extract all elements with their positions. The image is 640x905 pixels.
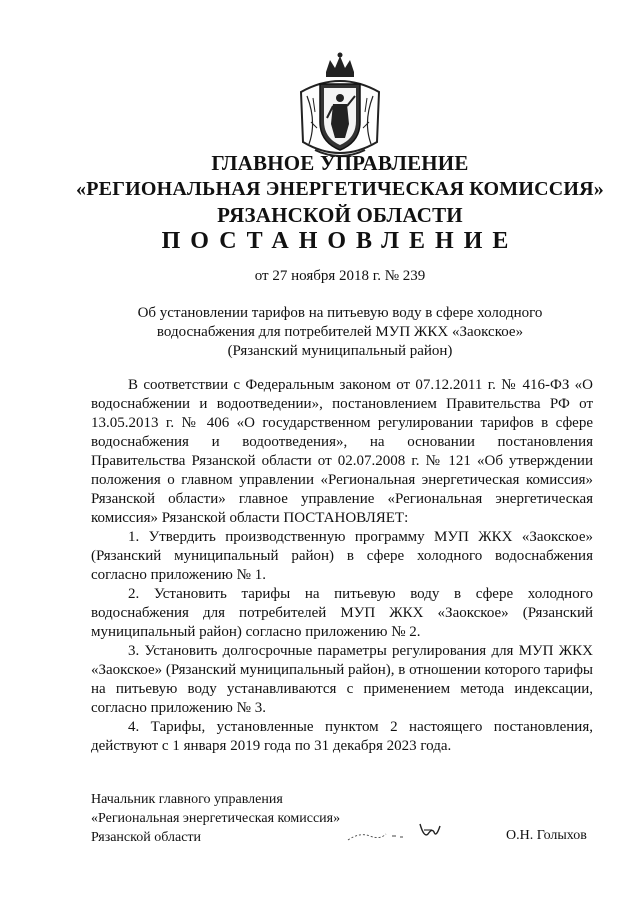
resolution-item-2: 2. Установить тарифы на питьевую воду в сфере холодного водоснабжения для потребителей МУП ЖКХ «Заокское» (Рязанский муниципальный район) согласно приложению № 2.	[91, 586, 593, 640]
agency-title-line-2: «РЕГИОНАЛЬНАЯ ЭНЕРГЕТИЧЕСКАЯ КОМИССИЯ»	[76, 178, 604, 200]
decree-subject	[100, 304, 580, 361]
signatory-name: О.Н. Голыхов	[506, 828, 587, 843]
preamble	[91, 376, 593, 528]
resolution-item-1: 1. Утвердить производственную программу МУП ЖКХ «Заокское» (Рязанский муниципальный район) в сфере холодного водоснабжения согласно приложению № 1.	[91, 529, 593, 583]
signatory-position	[91, 790, 340, 847]
subject-line-3: (Рязанский муниципальный район)	[227, 343, 453, 359]
signatory-line-2: «Региональная энергетическая комиссия»	[91, 811, 341, 826]
agency-title-line-1: ГЛАВНОЕ УПРАВЛЕНИЕ	[211, 151, 469, 175]
signatory-line-1: Начальник главного управления	[91, 792, 283, 807]
handwritten-signature-icon	[340, 812, 450, 852]
decree-date-number: от 27 ноября 2018 г. № 239	[254, 268, 426, 284]
resolution-item-3: 3. Установить долгосрочные параметры регулирования для МУП ЖКХ «Заокское» (Рязанский муниципальный район), в отношении которого тарифы на питьевую воду устанавливаются с применением метода индексации, согласно приложению № 3.	[91, 643, 593, 716]
subject-line-2: водоснабжения для потребителей МУП ЖКХ «Заокское»	[156, 324, 524, 340]
subject-line-1: Об установлении тарифов на питьевую воду в сфере холодного	[137, 305, 543, 321]
agency-title-line-3: РЯЗАНСКОЙ ОБЛАСТИ	[217, 203, 463, 227]
coat-of-arms-icon	[293, 52, 387, 164]
resolution-item-4: 4. Тарифы, установленные пунктом 2 настоящего постановления, действуют с 1 января 2019 года по 31 декабря 2023 года.	[91, 719, 593, 754]
resolution-items	[91, 528, 593, 756]
document-type-title: ПОСТАНОВЛЕНИЕ	[161, 228, 519, 254]
preamble-paragraph: В соответствии с Федеральным законом от 07.12.2011 г. № 416-ФЗ «О водоснабжении и водоотведении», постановлением Правительства РФ от 13.05.2013 г. № 406 «О государственном регулировании тарифов в сфере водоснабжения и водоотведения», на основании постановления Правительства Рязанской области от 02.07.2008 г. № 121 «Об утверждении положения о главном управлении «Региональная энергетическая комиссия» Рязанской области» главное управление «Региональная энергетическая комиссия» Рязанской области ПОСТАНОВЛЯЕТ:	[91, 377, 593, 526]
signatory-line-3: Рязанской области	[91, 830, 202, 845]
